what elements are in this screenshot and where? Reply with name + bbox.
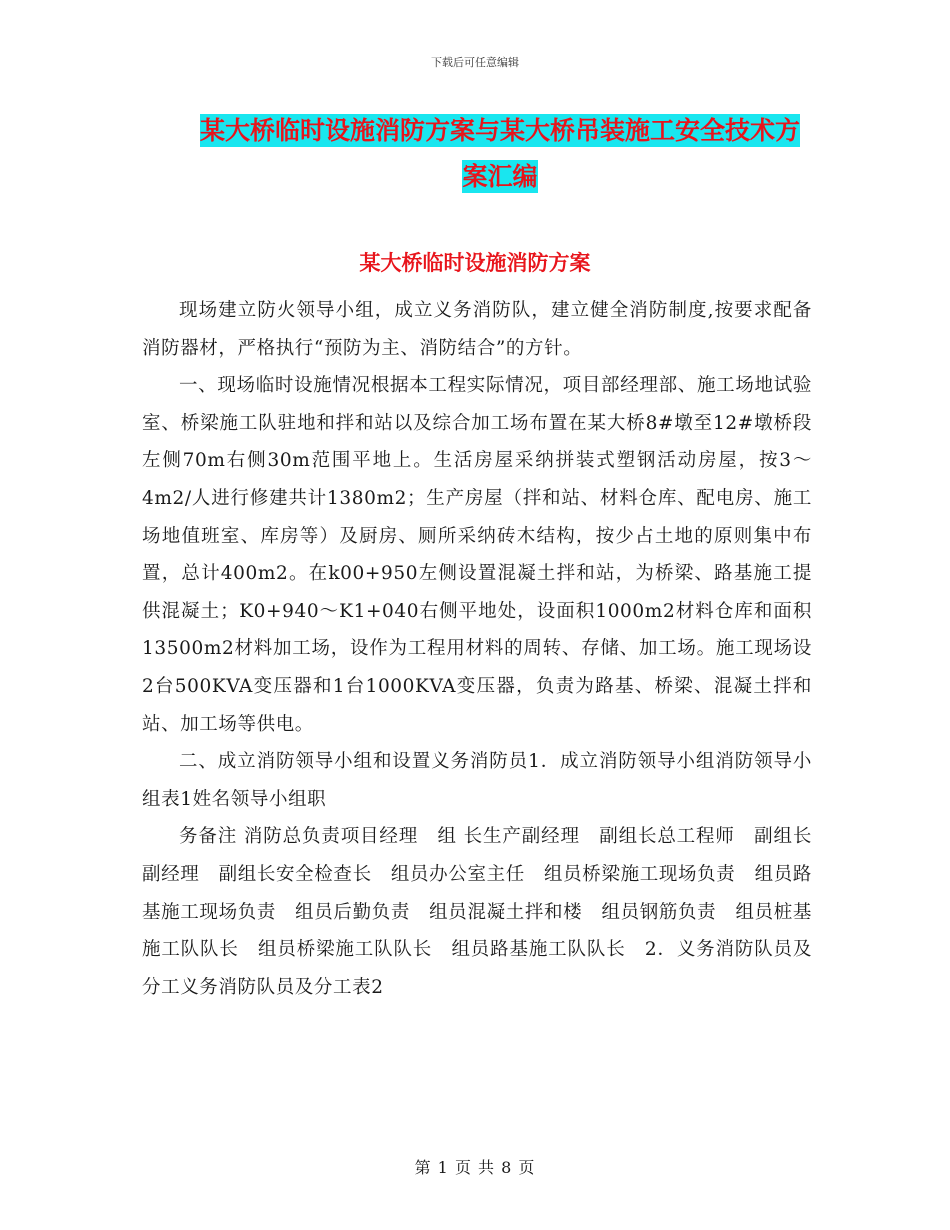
page-footer: 第 1 页 共 8 页 bbox=[414, 1158, 536, 1177]
header-note: 下载后可任意编辑 bbox=[431, 56, 519, 69]
body-text bbox=[142, 292, 812, 1006]
document-title-text: 某大桥临时设施消防方案与某大桥吊装施工安全技术方案汇编 bbox=[199, 116, 800, 191]
document-title bbox=[190, 108, 810, 200]
paragraph: 二、成立消防领导小组和设置义务消防员1．成立消防领导小组消防领导小组表1姓名领导小组职 bbox=[142, 751, 812, 810]
section-title: 某大桥临时设施消防方案 bbox=[359, 251, 591, 275]
paragraph: 现场建立防火领导小组，成立义务消防队，建立健全消防制度,按要求配备消防器材，严格执行“预防为主、消防结合”的方针。 bbox=[142, 300, 812, 359]
paragraph: 一、现场临时设施情况根据本工程实际情况，项目部经理部、施工场地试验室、桥梁施工队驻地和拌和站以及综合加工场布置在某大桥8#墩至12#墩桥段左侧70m右侧30m范围平地上。生活房屋采纳拼装式塑钢活动房屋，按3～4m2/人进行修建共计1380m2；生产房屋（拌和站、材料仓库、配电房、施工场地值班室、库房等）及厨房、厕所采纳砖木结构，按少占土地的原则集中布置，总计400m2。在k00+950左侧设置混凝土拌和站，为桥梁、路基施工提供混凝土；K0+940～K1+040右侧平地处，设面积1000m2材料仓库和面积13500m2材料加工场，设作为工程用材料的周转、存储、加工场。施工现场设2台500KVA变压器和1台1000KVA变压器，负责为路基、桥梁、混凝土拌和站、加工场等供电。 bbox=[142, 375, 812, 735]
paragraph: 务备注 消防总负责项目经理 组 长生产副经理 副组长总工程师 副组长副经理 副组长安全检查长 组员办公室主任 组员桥梁施工现场负责 组员路基施工现场负责 组员后勤负责 组员混凝土拌和楼 组员钢筋负责 组员桩基施工队队长 组员桥梁施工队队长 组员路基施工队队长 2．义务消防队员及分工义务消防队员及分工表2 bbox=[142, 826, 812, 998]
